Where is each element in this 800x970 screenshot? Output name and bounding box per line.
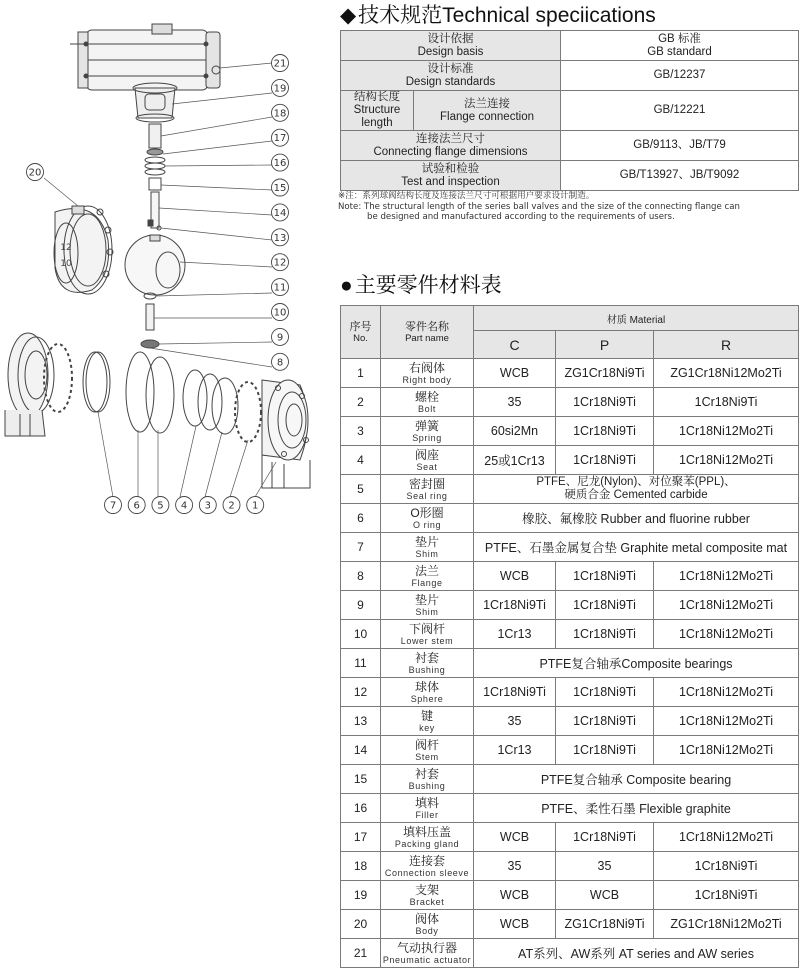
- part-number: 8: [341, 562, 381, 591]
- callouts-bottom: [105, 497, 264, 514]
- spec-label-flange-connection: 法兰连接 Flange connection: [414, 91, 561, 131]
- part-number: 9: [341, 591, 381, 620]
- spec-row: [341, 61, 799, 91]
- part-name: [381, 475, 474, 504]
- callout-bubble: [128, 497, 145, 514]
- material-grade-c: 1Cr13: [474, 620, 556, 649]
- material-all-grades: PTFE复合轴承Composite bearings: [474, 649, 799, 678]
- callout-label: 13: [273, 232, 287, 244]
- part-number: 5: [341, 475, 381, 504]
- spec-row: [341, 91, 799, 131]
- callout-label: 4: [180, 500, 188, 512]
- part-number: 4: [341, 446, 381, 475]
- material-grade-r: 1Cr18Ni12Mo2Ti: [654, 823, 799, 852]
- table-row: [341, 707, 799, 736]
- callout-bubble: [272, 229, 289, 246]
- part-name-en: Seal ring: [406, 491, 448, 501]
- spec-value: GB/12237: [561, 61, 799, 91]
- part-name: [381, 504, 474, 533]
- part-name-en: key: [419, 723, 435, 733]
- material-all-grades: PTFE、柔性石墨 Flexible graphite: [474, 794, 799, 823]
- table-row: [341, 939, 799, 968]
- callout-label: 18: [273, 108, 287, 120]
- ball-sphere-drawing: [125, 235, 185, 295]
- material-grade-p: 1Cr18Ni9Ti: [556, 562, 654, 591]
- part-name: [381, 388, 474, 417]
- callout-label: 3: [204, 500, 211, 512]
- part-name-en: Bracket: [409, 897, 445, 907]
- material-grade-r: 1Cr18Ni9Ti: [654, 852, 799, 881]
- header-part-name: 零件名称 Part name: [381, 306, 474, 359]
- part-name-en: Body: [415, 926, 439, 936]
- note-cn: ※注：系列球阀结构长度及连接法兰尺寸可根据用户要求设计制造。: [338, 191, 595, 201]
- part-name-cn: 球体: [414, 680, 439, 694]
- material-grade-p: 1Cr18Ni9Ti: [556, 446, 654, 475]
- callout-bubble: [272, 179, 289, 196]
- part-name: [381, 562, 474, 591]
- spec-label: 试验和检验 Test and inspection: [341, 161, 561, 191]
- table-row: [341, 794, 799, 823]
- material-grade-p: WCB: [556, 881, 654, 910]
- part-name-en: Pneumatic actuator: [382, 955, 472, 965]
- part-name-cn: 螺栓: [414, 390, 439, 404]
- callout-label: 6: [133, 500, 140, 512]
- part-name-cn: 垫片: [414, 593, 439, 607]
- table-row: [341, 910, 799, 939]
- material-grade-c: WCB: [474, 359, 556, 388]
- material-grade-r: ZG1Cr18Ni12Mo2Ti: [654, 910, 799, 939]
- part-number: 6: [341, 504, 381, 533]
- callout-bubble: [272, 353, 289, 370]
- callout-bubble: [272, 129, 289, 146]
- callout-label: 2: [228, 500, 235, 512]
- part-name: [381, 417, 474, 446]
- callout-label: 14: [273, 207, 287, 219]
- header-grade-p: P: [556, 331, 654, 359]
- spec-label: 设计标准 Design standards: [341, 61, 561, 91]
- part-name-cn: 弹簧: [414, 419, 439, 433]
- table-row: [341, 765, 799, 794]
- part-name-en: Packing gland: [394, 839, 460, 849]
- part-name-cn: 下阀杆: [408, 622, 445, 636]
- bracket-drawing: [133, 83, 177, 122]
- callout-bubble: [272, 304, 289, 321]
- table-row: [341, 533, 799, 562]
- header-grade-c: C: [474, 331, 556, 359]
- table-row: [341, 649, 799, 678]
- callout-left: [27, 164, 44, 181]
- part-name-cn: 右阀体: [408, 361, 445, 375]
- table-row: [341, 475, 799, 504]
- material-grade-c: 1Cr13: [474, 736, 556, 765]
- callout-bubble: [272, 104, 289, 121]
- part-name-cn: 阀杆: [414, 738, 439, 752]
- callout-label: 10: [273, 307, 287, 319]
- material-grade-r: 1Cr18Ni9Ti: [654, 881, 799, 910]
- part-name: [381, 765, 474, 794]
- part-name-en: Seat: [416, 462, 438, 472]
- materials-table: [340, 305, 799, 968]
- part-number: 14: [341, 736, 381, 765]
- material-grade-r: 1Cr18Ni12Mo2Ti: [654, 562, 799, 591]
- callout-bubble: [152, 497, 169, 514]
- part-name: [381, 649, 474, 678]
- spec-value: GB/12221: [561, 91, 799, 131]
- part-number: 2: [341, 388, 381, 417]
- part-number: 13: [341, 707, 381, 736]
- part-name-en: Sphere: [410, 694, 444, 704]
- part-number: 15: [341, 765, 381, 794]
- part-name-cn: 填料: [414, 796, 439, 810]
- part-number: 16: [341, 794, 381, 823]
- bullet-icon: ●: [340, 274, 353, 297]
- part-name-en: Bolt: [418, 404, 436, 414]
- table-row: [341, 591, 799, 620]
- material-grade-p: 35: [556, 852, 654, 881]
- callout-bubble: [223, 497, 240, 514]
- callout-bubble: [272, 204, 289, 221]
- callout-bubble: [176, 497, 193, 514]
- callout-bubble: [272, 55, 289, 72]
- callout-label: 21: [273, 58, 287, 70]
- part-name-cn: 衬套: [414, 767, 439, 781]
- part-name-cn: 气动执行器: [396, 941, 457, 955]
- header-grade-r: R: [654, 331, 799, 359]
- part-name: [381, 736, 474, 765]
- material-grade-r: 1Cr18Ni12Mo2Ti: [654, 678, 799, 707]
- table-row: [341, 736, 799, 765]
- materials-title-text: 主要零件材料表: [354, 274, 502, 297]
- table-row: [341, 417, 799, 446]
- part-name-en: Shim: [415, 549, 439, 559]
- material-grade-r: 1Cr18Ni12Mo2Ti: [654, 707, 799, 736]
- material-grade-p: 1Cr18Ni9Ti: [556, 736, 654, 765]
- exploded-valve-drawing: [0, 0, 330, 540]
- note-en-line1: Note: The structural length of the series ball valves and the size of the connecting flange can: [338, 201, 740, 212]
- part-name-en: Shim: [415, 607, 439, 617]
- callout-bubble: [272, 79, 289, 96]
- material-grade-p: 1Cr18Ni9Ti: [556, 388, 654, 417]
- material-grade-p: ZG1Cr18Ni9Ti: [556, 359, 654, 388]
- header-material: 材质 Material: [474, 306, 799, 331]
- lower-stem-drawing: [141, 293, 159, 348]
- spec-value: GB 标准 GB standard: [561, 31, 799, 61]
- material-grade-c: WCB: [474, 823, 556, 852]
- spec-label: 设计依据 Design basis: [341, 31, 561, 61]
- part-number: 21: [341, 939, 381, 968]
- material-grade-r: 1Cr18Ni12Mo2Ti: [654, 591, 799, 620]
- callout-label: 8: [276, 357, 284, 369]
- spec-value: GB/9113、JB/T79: [561, 131, 799, 161]
- part-number: 10: [341, 620, 381, 649]
- material-grade-p: 1Cr18Ni9Ti: [556, 417, 654, 446]
- body-mark-label: 12: [60, 243, 72, 253]
- material-grade-p: ZG1Cr18Ni9Ti: [556, 910, 654, 939]
- part-name-cn: 支架: [414, 883, 439, 897]
- spec-title: [340, 0, 656, 29]
- part-name-cn: 阀座: [414, 448, 439, 462]
- callout-label: 12: [273, 257, 287, 269]
- material-grade-c: 35: [474, 852, 556, 881]
- table-row: [341, 562, 799, 591]
- part-name: [381, 794, 474, 823]
- table-row: [341, 388, 799, 417]
- spec-row: [341, 131, 799, 161]
- callout-label: 16: [273, 158, 287, 170]
- part-name-en: Flange: [411, 578, 443, 588]
- part-name-cn: 密封圈: [408, 477, 445, 491]
- spec-label: 连接法兰尺寸 Connecting flange dimensions: [341, 131, 561, 161]
- spec-value: GB/T13927、JB/T9092: [561, 161, 799, 191]
- spec-table: [340, 30, 799, 191]
- material-grade-r: 1Cr18Ni12Mo2Ti: [654, 620, 799, 649]
- table-row: [341, 852, 799, 881]
- part-name-en: O ring: [412, 520, 442, 530]
- callout-label: 7: [109, 500, 117, 512]
- stem-assembly-drawing: [145, 124, 165, 230]
- callout-label: 11: [273, 282, 287, 294]
- material-grade-c: 60si2Mn: [474, 417, 556, 446]
- part-name-cn: 衬套: [414, 651, 439, 665]
- spec-row: [341, 31, 799, 61]
- part-number: 11: [341, 649, 381, 678]
- part-number: 19: [341, 881, 381, 910]
- table-row: [341, 504, 799, 533]
- part-name-en: Spring: [412, 433, 442, 443]
- part-name: [381, 707, 474, 736]
- part-name: [381, 591, 474, 620]
- table-row: [341, 823, 799, 852]
- material-grade-c: 35: [474, 388, 556, 417]
- callout-bubble: [105, 497, 122, 514]
- material-grade-c: 1Cr18Ni9Ti: [474, 591, 556, 620]
- callouts-right: [272, 55, 289, 371]
- note-en-line2: be designed and manufactured according to the requirements of users.: [367, 212, 675, 222]
- material-grade-r: 1Cr18Ni12Mo2Ti: [654, 736, 799, 765]
- callout-label: 17: [273, 133, 287, 145]
- materials-title: [340, 269, 502, 299]
- table-row: [341, 446, 799, 475]
- part-name-cn: 法兰: [414, 564, 439, 578]
- table-row: [341, 620, 799, 649]
- part-name-en: Connection sleeve: [384, 868, 470, 878]
- table-row: [341, 359, 799, 388]
- part-number: 1: [341, 359, 381, 388]
- callout-bubble: [247, 497, 264, 514]
- table-row: [341, 881, 799, 910]
- material-grade-c: 1Cr18Ni9Ti: [474, 678, 556, 707]
- table-row: [341, 678, 799, 707]
- part-name-cn: O形圈: [410, 506, 444, 520]
- material-grade-r: 1Cr18Ni9Ti: [654, 388, 799, 417]
- spec-note: [338, 191, 800, 223]
- material-grade-r: 1Cr18Ni12Mo2Ti: [654, 417, 799, 446]
- right-body-drawing: [262, 380, 310, 488]
- material-all-grades: AT系列、AW系列 AT series and AW series: [474, 939, 799, 968]
- callout-label: 15: [273, 183, 287, 194]
- spec-row: [341, 161, 799, 191]
- material-grade-p: 1Cr18Ni9Ti: [556, 620, 654, 649]
- part-name-cn: 连接套: [408, 854, 445, 868]
- part-name: [381, 910, 474, 939]
- callout-label: 5: [157, 500, 164, 512]
- part-name-cn: 阀体: [414, 912, 439, 926]
- callout-bubble: [27, 164, 44, 181]
- pneumatic-actuator-drawing: [70, 24, 220, 90]
- material-grade-p: 1Cr18Ni9Ti: [556, 823, 654, 852]
- material-grade-r: ZG1Cr18Ni12Mo2Ti: [654, 359, 799, 388]
- callout-label: 1: [252, 500, 259, 512]
- part-number: 12: [341, 678, 381, 707]
- callout-bubble: [272, 254, 289, 271]
- material-grade-c: WCB: [474, 881, 556, 910]
- seal-rings-drawing: [83, 352, 238, 434]
- part-name: [381, 823, 474, 852]
- part-name: [381, 939, 474, 968]
- part-number: 7: [341, 533, 381, 562]
- callout-bubble: [272, 279, 289, 296]
- bolt-ring-right-drawing: [235, 382, 261, 442]
- callout-label: 19: [273, 83, 287, 95]
- material-all-grades: PTFE复合轴承 Composite bearing: [474, 765, 799, 794]
- callout-bubble: [272, 154, 289, 171]
- material-grade-c: WCB: [474, 910, 556, 939]
- callout-bubble: [199, 497, 216, 514]
- left-flange-drawing: [5, 333, 54, 436]
- part-name: [381, 446, 474, 475]
- material-all-grades: PTFE、石墨金属复合垫 Graphite metal composite mat: [474, 533, 799, 562]
- part-name: [381, 881, 474, 910]
- material-grade-c: WCB: [474, 562, 556, 591]
- part-name: [381, 533, 474, 562]
- body-mark-label: 10: [60, 259, 72, 269]
- part-number: 20: [341, 910, 381, 939]
- material-grade-p: 1Cr18Ni9Ti: [556, 591, 654, 620]
- callout-label: 20: [28, 167, 42, 179]
- spec-label-structure-length: 结构长度 Structure length: [341, 91, 414, 131]
- material-grade-r: 1Cr18Ni12Mo2Ti: [654, 446, 799, 475]
- part-name-en: Stem: [415, 752, 439, 762]
- material-grade-c: 35: [474, 707, 556, 736]
- part-number: 17: [341, 823, 381, 852]
- part-name-cn: 垫片: [414, 535, 439, 549]
- diamond-icon: ◆: [340, 4, 357, 27]
- part-name-cn: 填料压盖: [402, 825, 451, 839]
- part-name-en: Lower stem: [400, 636, 454, 646]
- part-name: [381, 678, 474, 707]
- part-name: [381, 359, 474, 388]
- part-name-en: Right body: [402, 375, 452, 385]
- material-all-grades: 橡胶、氟橡胶 Rubber and fluorine rubber: [474, 504, 799, 533]
- spec-title-text: 技术规范Technical speciications: [358, 4, 656, 27]
- part-name-en: Filler: [415, 810, 439, 820]
- material-grade-p: 1Cr18Ni9Ti: [556, 707, 654, 736]
- material-grade-c: 25或1Cr13: [474, 446, 556, 475]
- part-name-cn: 键: [420, 709, 433, 723]
- part-name-en: Bushing: [408, 781, 446, 791]
- part-name: [381, 620, 474, 649]
- callout-bubble: [272, 328, 289, 345]
- part-name-en: Bushing: [408, 665, 446, 675]
- material-grade-p: 1Cr18Ni9Ti: [556, 678, 654, 707]
- callout-label: 9: [276, 332, 284, 344]
- material-all-grades: PTFE、尼龙(Nylon)、对位聚苯(PPL)、 硬质合金 Cemented carbide: [474, 475, 799, 504]
- part-name: [381, 852, 474, 881]
- part-number: 3: [341, 417, 381, 446]
- header-no: 序号 No.: [341, 306, 381, 359]
- part-number: 18: [341, 852, 381, 881]
